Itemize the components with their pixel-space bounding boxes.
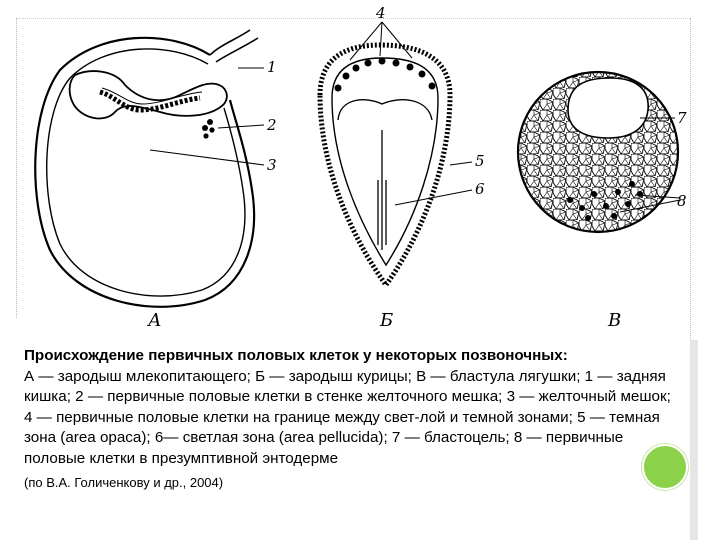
frame-right-border [690,18,692,340]
area-pellucida [332,58,438,265]
label-6: 6 [475,180,485,198]
label-2: 2 [267,116,277,134]
caption-title: Происхождение первичных половых клеток у некоторых позвоночных: [24,347,568,364]
label-5: 5 [475,152,485,170]
caption-body: А — зародыш млекопитающего; Б — зародыш курицы; В — бластула лягушки; 1 — задняя кишка; 2 — первичные половые клетки в стенке желточного мешка; 3 — желточный мешок; 4 — первичные половые клетки на границе между свет-лой и темной зонами; 5 — темная зона (area opaca); 6— светлая зона (area pellucida); 7 — бластоцель; 8 — первичные половые клетки в презумптивной энтодерме [24,367,671,467]
label-1: 1 [267,58,277,76]
embryo-figure [20,0,690,340]
label-3: 3 [267,156,277,174]
decorative-green-circle [642,444,688,490]
yolk-sac-outer [35,38,254,307]
panel-v-frog-blastula [518,72,680,232]
blastocoel [568,78,648,138]
panel-label-v: В [608,310,622,331]
panel-b-chick-embryo [320,22,472,285]
panel-label-b: Б [380,310,394,331]
figure-caption [24,346,680,491]
caption-source: (по В.А. Голиченкову и др., 2004) [24,475,224,490]
label-8: 8 [677,192,687,210]
label-7: 7 [677,109,687,127]
panel-a-mammal-embryo [35,30,264,307]
panel-label-a: А [148,310,162,331]
frame-left-border [16,18,18,318]
label-4: 4 [376,4,386,22]
germ-cell-cluster-a [202,119,215,139]
allantois-stalk [210,30,258,62]
slide-side-bar [690,340,698,540]
